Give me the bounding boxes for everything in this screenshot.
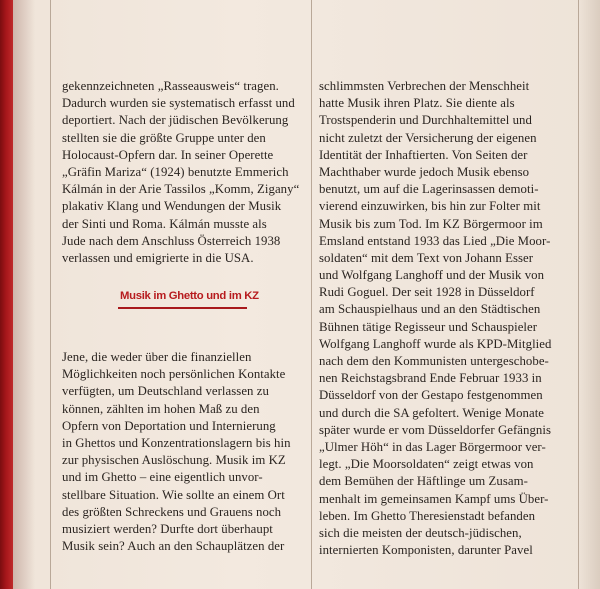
text-line: Wolfgang Langhoff wurde als KPD-Mitglied [319, 336, 552, 351]
text-line: Dadurch wurden sie systematisch erfasst und [62, 96, 295, 111]
text-line: am Schauspielhaus und an den Städtischen [319, 302, 541, 317]
text-line: dem Bemühen der Häftlinge um Zusam- [319, 474, 528, 489]
left-margin-rule [50, 0, 51, 589]
text-line: hatte Musik ihren Platz. Sie diente als [319, 96, 515, 111]
heading-underline [118, 307, 247, 309]
text-line: und durch die SA gefoltert. Wenige Monate [319, 405, 545, 420]
text-line: plakativ Klang und Wendungen der Musik [62, 199, 282, 214]
text-line: leben. Im Ghetto Theresienstadt befanden [319, 508, 536, 523]
text-line: in Ghettos und Konzentrationslagern bis hin [62, 436, 291, 450]
text-line: und im Ghetto – eine eigentlich unvor- [62, 470, 263, 485]
left-paragraph-2 [62, 349, 302, 555]
text-line: Trostspenderin und Durchhaltemittel und [319, 113, 532, 128]
text-line: schlimmsten Verbrechen der Menschheit [319, 79, 530, 93]
gutter-shadow [13, 0, 35, 589]
text-line: „Gräfin Mariza“ (1924) benutzte Emmerich [62, 164, 289, 179]
text-line: später wurde er vom Düsseldorfer Gefängnis [319, 422, 552, 437]
text-line: Kálmán in der Arie Tassilos „Komm, Zigany“ [62, 182, 300, 197]
left-paragraph-1 [62, 78, 302, 267]
text-line: Musik bis zum Tod. Im KZ Börgermoor im [319, 216, 543, 231]
text-line: Emsland entstand 1933 das Lied „Die Moor- [319, 233, 551, 248]
text-line: können, zählten im hohen Maß zu den [62, 401, 260, 416]
text-line: verfügten, um Deutschland verlassen zu [62, 384, 269, 399]
text-line: musiziert werden? Durfte dort überhaupt [62, 521, 273, 536]
text-line: Rudi Goguel. Der seit 1928 in Düsseldorf [319, 285, 535, 300]
text-line: Holocaust-Opfern dar. In seiner Operette [62, 147, 274, 162]
text-line: und Wolfgang Langhoff und der Musik von [319, 268, 545, 283]
page-edge-shadow [578, 0, 600, 589]
text-line: Machthaber wurde jedoch Musik ebenso [319, 164, 530, 179]
text-line: Opfern von Deportation und Internierung [62, 418, 276, 433]
right-text-column [319, 78, 575, 559]
text-line: Düsseldorf von der Gestapo festgenommen [319, 388, 543, 403]
book-spine-edge [0, 0, 13, 589]
text-line: soldaten“ mit dem Text von Johann Esser [319, 250, 534, 265]
text-line: benutzt, um auf die Lagerinsassen demoti- [319, 182, 539, 197]
text-line: vierend einzuwirken, bis hin zur Folter mit [319, 199, 541, 214]
text-line: sich die meisten der deutsch-jüdischen, [319, 525, 522, 540]
section-heading-block [120, 288, 259, 321]
text-line: Musik sein? Auch an den Schauplätzen der [62, 539, 285, 554]
text-line: „Ulmer Höh“ in das Lager Börgermoor ver- [319, 439, 546, 454]
text-line: zur physischen Auslöschung. Musik im KZ [62, 453, 286, 468]
text-line: nach dem den Kommunisten untergeschobe- [319, 354, 549, 368]
text-line: internierten Komponisten, darunter Pavel [319, 543, 533, 558]
text-line: gekennzeichneten „Rasseausweis“ tragen. [62, 79, 279, 93]
section-heading: Musik im Ghetto und im KZ [120, 290, 259, 303]
text-line: Möglichkeiten noch persönlichen Kontakte [62, 367, 286, 382]
text-line: menhalt im gemeinsamen Kampf ums Über- [319, 491, 549, 506]
text-line: des größten Schreckens und Grauens noch [62, 504, 282, 519]
text-line: Bühnen tätige Regisseur und Schauspieler [319, 319, 538, 334]
text-line: legt. „Die Moorsoldaten“ zeigt etwas von [319, 457, 534, 472]
text-line: Jene, die weder über die finanziellen [62, 350, 252, 365]
left-text-column [62, 78, 302, 555]
text-line: deportiert. Nach der jüdischen Bevölkerung [62, 113, 289, 128]
text-line: verlassen und emigrierte in die USA. [62, 250, 254, 265]
text-line: stellten sie die größte Gruppe unter den [62, 130, 266, 145]
text-line: nicht zuletzt der Versicherung der eigenen [319, 130, 537, 145]
text-line: Identität der Inhaftierten. Von Seiten der [319, 147, 528, 162]
column-divider-rule [311, 0, 312, 589]
text-line: nen Reichstagsbrand Ende Februar 1933 in [319, 371, 542, 386]
text-line: Jude nach dem Anschluss Österreich 1938 [62, 233, 281, 248]
text-line: stellbare Situation. Wie sollte an einem Ort [62, 487, 285, 502]
text-line: der Sinti und Roma. Kálmán musste als [62, 216, 267, 231]
